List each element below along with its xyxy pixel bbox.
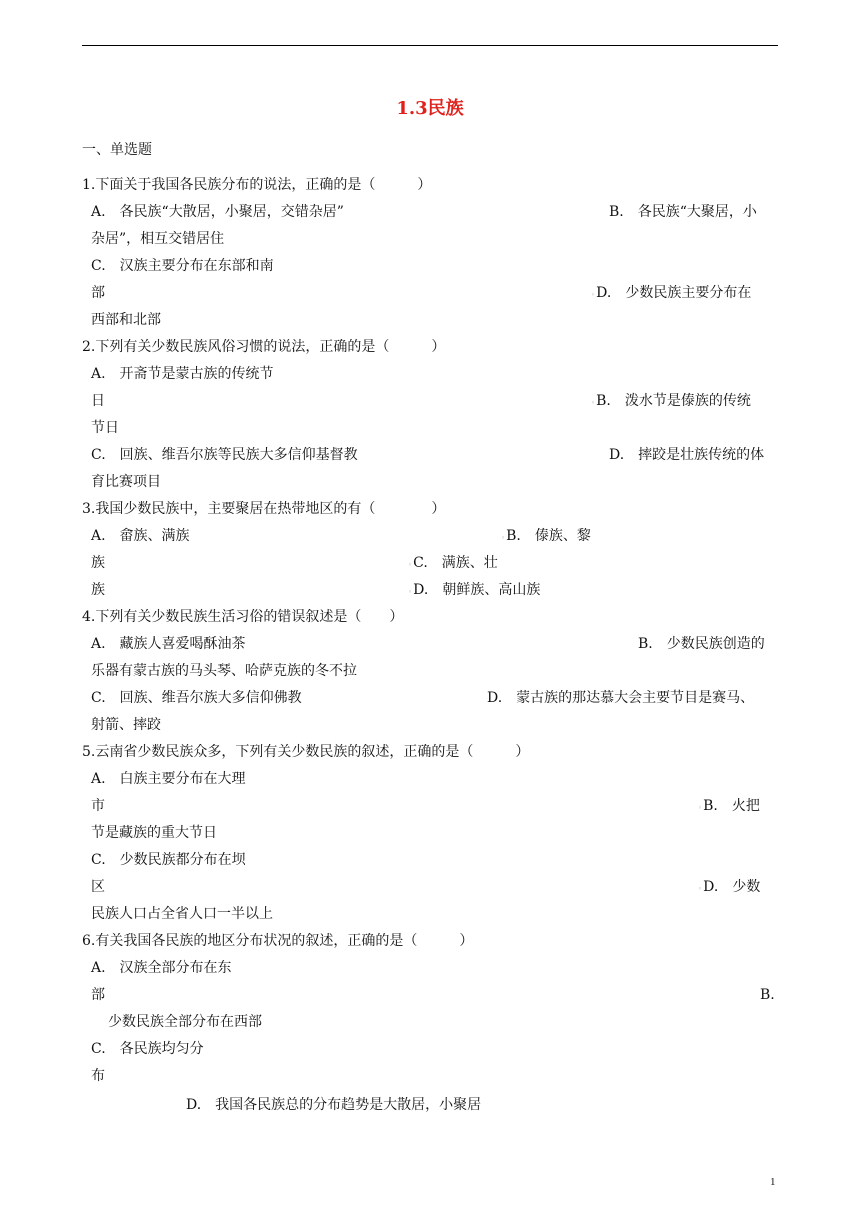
q5-option-a: A. 白族主要分布在大理 (91, 771, 246, 787)
q5-option-b-cont: 节是藏族的重大节日 (91, 825, 217, 841)
q2-option-a-cont: 日 (91, 393, 105, 409)
question-2-stem: 2.下列有关少数民族风俗习惯的说法，正确的是（ ） (82, 339, 446, 355)
tab-mark-icon: ◦ (698, 885, 703, 893)
tab-mark-icon: ◦ (591, 399, 596, 407)
q4-option-b-cont: 乐器有蒙古族的马头琴、哈萨克族的冬不拉 (91, 663, 357, 679)
q6-option-a-cont: 部 (91, 987, 105, 1003)
q2-option-c: C. 回族、维吾尔族等民族大多信仰基督教 (91, 447, 358, 463)
q5-option-b: ◦B. 火把 (698, 798, 760, 814)
section-heading: 一、单选题 (82, 142, 152, 158)
q5-option-c-cont: 区 (91, 879, 105, 895)
q1-option-c: C. 汉族主要分布在东部和南 (91, 258, 274, 274)
q6-option-c-cont: 布 (91, 1068, 105, 1084)
q5-option-d: ◦D. 少数 (698, 879, 761, 895)
q3-option-d: ◦D. 朝鲜族、高山族 (408, 582, 541, 598)
q1-option-c-cont: 部 (91, 285, 105, 301)
q2-option-d-cont: 育比赛项目 (91, 474, 161, 490)
q5-option-c: C. 少数民族都分布在坝 (91, 852, 246, 868)
question-6-stem: 6.有关我国各民族的地区分布状况的叙述，正确的是（ ） (82, 933, 474, 949)
q4-option-c: C. 回族、维吾尔族大多信仰佛教 (91, 690, 302, 706)
q4-option-d-cont: 射箭、摔跤 (91, 717, 161, 733)
q6-option-d: D. 我国各民族总的分布趋势是大散居，小聚居 (186, 1097, 482, 1113)
tab-mark-icon: ◦ (408, 561, 413, 569)
q6-option-b: B. (760, 987, 775, 1003)
q6-option-b-cont: 少数民族全部分布在西部 (108, 1014, 262, 1030)
q6-option-c: C. 各民族均匀分 (91, 1041, 204, 1057)
q3-option-b: ◦B. 傣族、黎 (501, 528, 591, 544)
q1-option-b-cont: 杂居”，相互交错居住 (91, 231, 225, 247)
q3-option-c: ◦C. 满族、壮 (408, 555, 498, 571)
q6-option-a: A. 汉族全部分布在东 (91, 960, 232, 976)
q3-option-a-cont: 族 (91, 555, 105, 571)
q2-option-b-cont: 节日 (91, 420, 119, 436)
q4-option-d: D. 蒙古族的那达慕大会主要节目是赛马、 (487, 690, 755, 706)
q3-option-b-cont: 族 (91, 582, 105, 598)
question-1-stem: 1.下面关于我国各民族分布的说法，正确的是（ ） (82, 177, 432, 193)
q2-option-b: ◦B. 泼水节是傣族的传统 (591, 393, 751, 409)
q2-option-a: A. 开斋节是蒙古族的传统节 (91, 366, 274, 382)
q3-option-a: A. 畲族、满族 (91, 528, 190, 544)
question-3-stem: 3.我国少数民族中，主要聚居在热带地区的有（ ） (82, 501, 446, 517)
q5-option-a-cont: 市 (91, 798, 105, 814)
tab-mark-icon: ◦ (698, 804, 703, 812)
tab-mark-icon: ◦ (408, 588, 413, 596)
q5-option-d-cont: 民族人口占全省人口一半以上 (91, 906, 273, 922)
page-title: 1.3民族 (396, 98, 464, 119)
header-rule (82, 45, 778, 46)
q1-option-b: B. 各民族“大聚居，小 (609, 204, 757, 220)
page-number: 1 (770, 1176, 776, 1188)
q1-option-d: ◦D. 少数民族主要分布在 (591, 285, 752, 301)
question-4-stem: 4.下列有关少数民族生活习俗的错误叙述是（ ） (82, 609, 404, 625)
q2-option-d: D. 摔跤是壮族传统的体 (609, 447, 765, 463)
question-5-stem: 5.云南省少数民族众多，下列有关少数民族的叙述，正确的是（ ） (82, 744, 530, 760)
q1-option-d-cont: 西部和北部 (91, 312, 161, 328)
q1-option-a: A. 各民族“大散居，小聚居，交错杂居” (91, 204, 344, 220)
q4-option-b: B. 少数民族创造的 (638, 636, 765, 652)
tab-mark-icon: ◦ (591, 291, 596, 299)
q4-option-a: A. 藏族人喜爱喝酥油茶 (91, 636, 246, 652)
tab-mark-icon: ◦ (501, 534, 506, 542)
